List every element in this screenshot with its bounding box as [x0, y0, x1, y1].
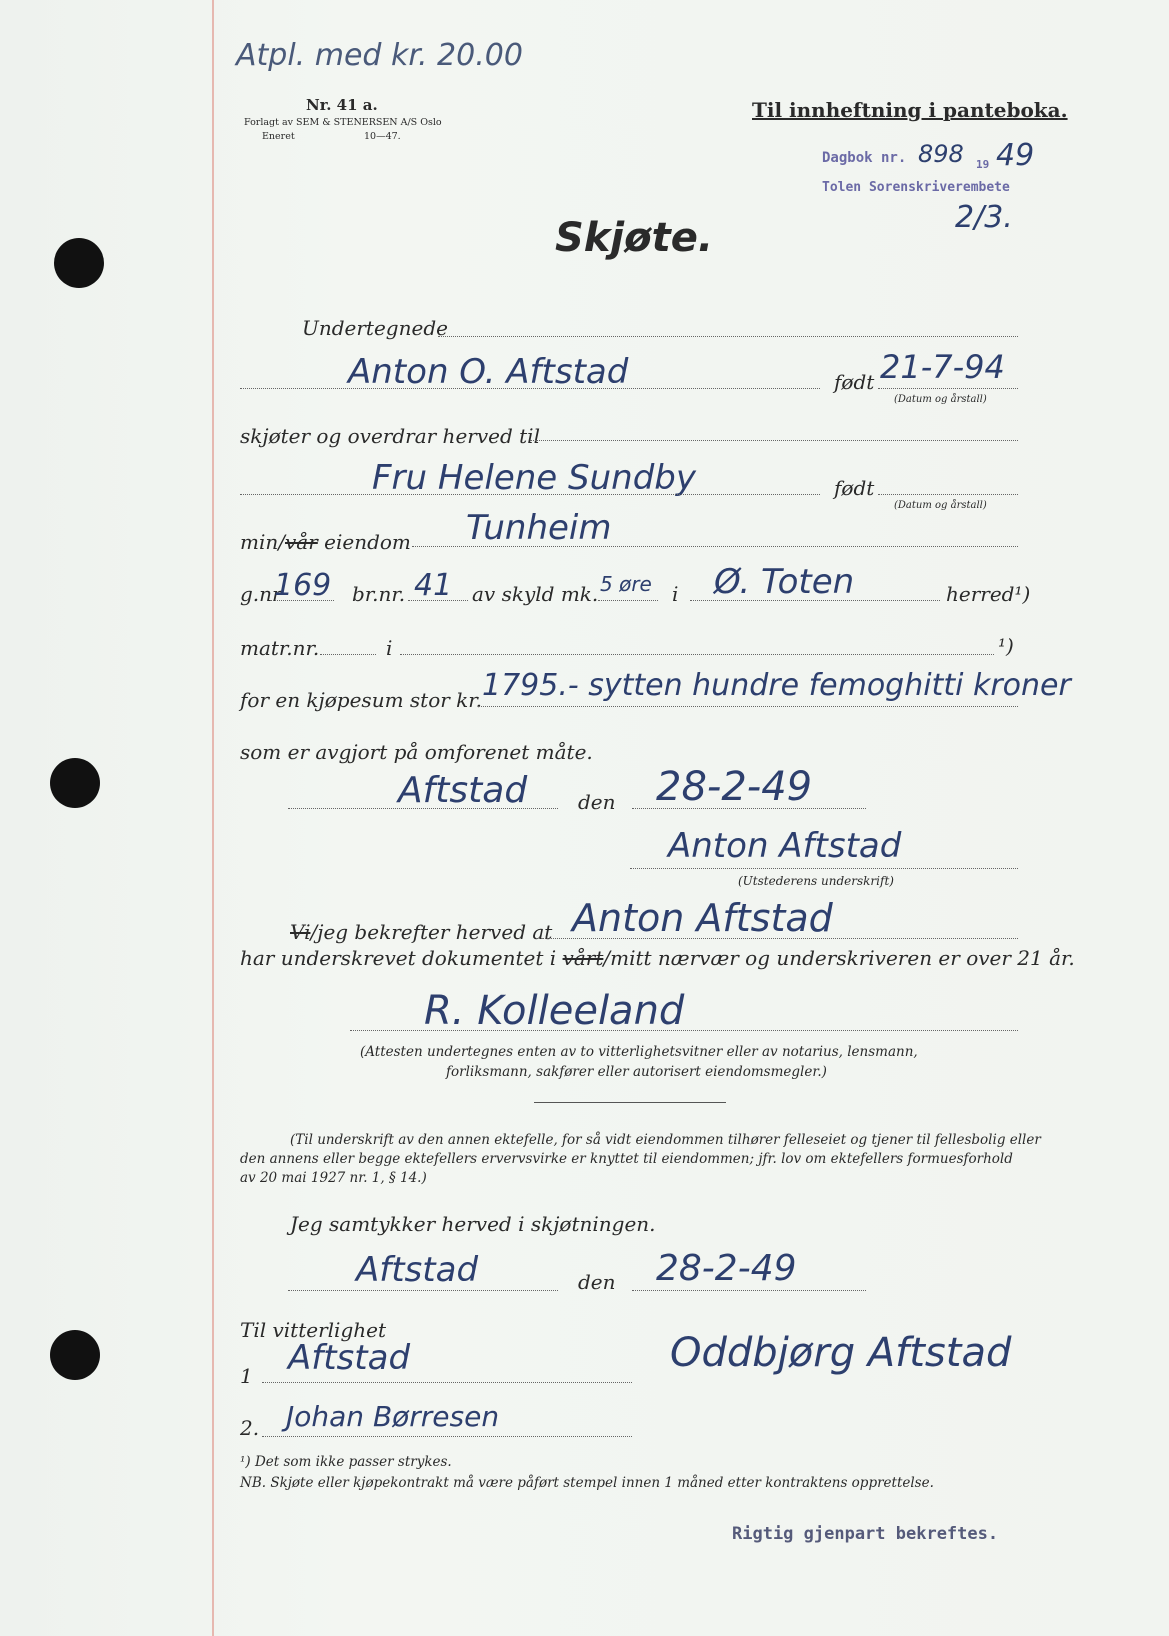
- date-code: 10—47.: [364, 131, 401, 142]
- handwritten-fee: Atpl. med kr. 20.00: [236, 38, 523, 73]
- seller-born-label: født: [834, 370, 875, 394]
- dagbok-year: 49: [996, 138, 1035, 173]
- spouse-place: Aftstad: [356, 1250, 479, 1290]
- witness-heading: Til vitterlighet: [240, 1318, 387, 1342]
- witness-line-2: har underskrevet dokumentet i vårt/mitt nærvær og underskriveren er over 21 år.: [240, 946, 1075, 970]
- matr-i-label: i: [386, 636, 393, 660]
- skyld-line: [598, 600, 658, 601]
- seller-born-date: 21-7-94: [880, 348, 1005, 386]
- price-label: for en kjøpesum stor kr.: [240, 688, 483, 712]
- signing-date: 28-2-49: [656, 764, 813, 810]
- buyer-born-line: [878, 494, 1018, 495]
- attest-note-2: forliksmann, sakfører eller autorisert eiendomsmegler.): [446, 1064, 827, 1080]
- buyer-line: [240, 494, 820, 495]
- matr-i-line: [400, 654, 994, 655]
- document-title: Skjøte.: [555, 215, 714, 261]
- punch-hole-middle: [50, 758, 100, 808]
- herred-i-label: i: [672, 582, 679, 606]
- witness-name-line: [536, 938, 1018, 939]
- gnr-label: g.nr: [240, 582, 282, 606]
- witness-line-1: Vi/jeg bekrefter herved at: [290, 920, 553, 944]
- witness-signed-name: Anton Aftstad: [572, 896, 833, 940]
- place: Aftstad: [398, 770, 528, 811]
- price-line: [478, 706, 1018, 707]
- divider: [534, 1102, 726, 1103]
- transfer-label: skjøter og overdrar herved til: [240, 424, 540, 448]
- dagbok-year-prefix: 19: [976, 158, 990, 171]
- dagbok-number: 898: [918, 140, 964, 168]
- price-value: 1795.- sytten hundre femoghitti kroner: [482, 668, 1071, 703]
- settled-label: som er avgjort på omforenet måte.: [240, 740, 593, 764]
- publisher-line: Forlagt av SEM & STENERSEN A/S Oslo: [244, 117, 442, 128]
- den-label: den: [578, 790, 616, 814]
- gnr-value: 169: [274, 568, 332, 603]
- witness-signature: R. Kolleeland: [424, 988, 685, 1034]
- witness-1-number: 1: [240, 1364, 253, 1388]
- spouse-signature: Oddbjørg Aftstad: [670, 1330, 1012, 1376]
- witness-2-line: [262, 1436, 632, 1437]
- brnr-line: [408, 600, 468, 601]
- property-label: min/vår eiendom: [240, 530, 411, 554]
- spouse-note-1: (Til underskrift av den annen ektefelle, for så vidt eiendommen tilhører felleseiet og tjener til fellesbolig eller: [290, 1132, 1041, 1148]
- undersigned-line: [438, 336, 1018, 337]
- property-name: Tunheim: [466, 508, 612, 548]
- skyld-value: 5 øre: [600, 572, 652, 596]
- property-line: [412, 546, 1018, 547]
- spouse-den-label: den: [578, 1270, 616, 1294]
- seller-name: Anton O. Aftstad: [348, 352, 629, 392]
- matr-label: matr.nr.: [240, 636, 320, 660]
- footnote-1: ¹) Det som ikke passer strykes.: [240, 1454, 452, 1470]
- spouse-date-line: [632, 1290, 866, 1291]
- witness-1-signature: Aftstad: [288, 1338, 411, 1378]
- consent-label: Jeg samtykker herved i skjøtningen.: [290, 1212, 656, 1236]
- footnote-2: NB. Skjøte eller kjøpekontrakt må være påført stempel innen 1 måned etter kontraktens opprettelse.: [240, 1475, 934, 1491]
- gnr-line: [270, 600, 334, 601]
- brnr-label: br.nr.: [352, 582, 406, 606]
- punch-hole-top: [54, 238, 104, 288]
- certified-copy-stamp: Rigtig gjenpart bekreftes.: [732, 1524, 999, 1544]
- skyld-label: av skyld mk.: [472, 582, 599, 606]
- place-line: [288, 808, 558, 809]
- attest-note-1: (Attesten undertegnes enten av to vitterlighetsvitner eller av notarius, lensmann,: [360, 1044, 918, 1060]
- seller-signature-hint: (Utstederens underskrift): [738, 874, 894, 888]
- spouse-place-line: [288, 1290, 558, 1291]
- witness-1-line: [262, 1382, 632, 1383]
- exclusive-line: Eneret: [262, 131, 295, 142]
- herred-name: Ø. Toten: [714, 562, 855, 602]
- seller-line: [240, 388, 820, 389]
- buyer-name: Fru Helene Sundby: [372, 458, 696, 498]
- buyer-born-hint: (Datum og årstall): [894, 500, 987, 511]
- herred-line: [690, 600, 940, 601]
- undersigned-label: Undertegnede: [302, 316, 448, 340]
- matr-line: [320, 654, 376, 655]
- stamp-date: 2/3.: [955, 200, 1013, 235]
- spouse-note-2: den annens eller begge ektefellers ervervsvirke er knyttet til eiendommen; jfr. lov om ektefellers formuesforhold: [240, 1151, 1013, 1167]
- matr-end: ¹): [998, 634, 1014, 658]
- buyer-born-label: født: [834, 476, 875, 500]
- court-office: Tolen Sorenskriverembete: [822, 180, 1010, 195]
- dagbok-label: Dagbok nr.: [822, 150, 907, 166]
- transfer-line: [530, 440, 1018, 441]
- herred-label: herred¹): [946, 582, 1031, 606]
- witness-signature-line: [350, 1030, 1018, 1031]
- spouse-note-3: av 20 mai 1927 nr. 1, § 14.): [240, 1170, 427, 1186]
- signing-date-line: [632, 808, 866, 809]
- seller-signature-line: [630, 868, 1018, 869]
- spouse-date: 28-2-49: [656, 1248, 797, 1289]
- form-number: Nr. 41 a.: [306, 96, 378, 114]
- punch-hole-bottom: [50, 1330, 100, 1380]
- seller-born-hint: (Datum og årstall): [894, 394, 987, 405]
- filing-note: Til innheftning i panteboka.: [752, 98, 1068, 122]
- margin-line: [212, 0, 214, 1636]
- witness-2-number: 2.: [240, 1416, 260, 1440]
- seller-signature: Anton Aftstad: [668, 826, 902, 866]
- witness-2-signature: Johan Børresen: [286, 1400, 500, 1433]
- brnr-value: 41: [414, 568, 453, 603]
- seller-born-line: [878, 388, 1018, 389]
